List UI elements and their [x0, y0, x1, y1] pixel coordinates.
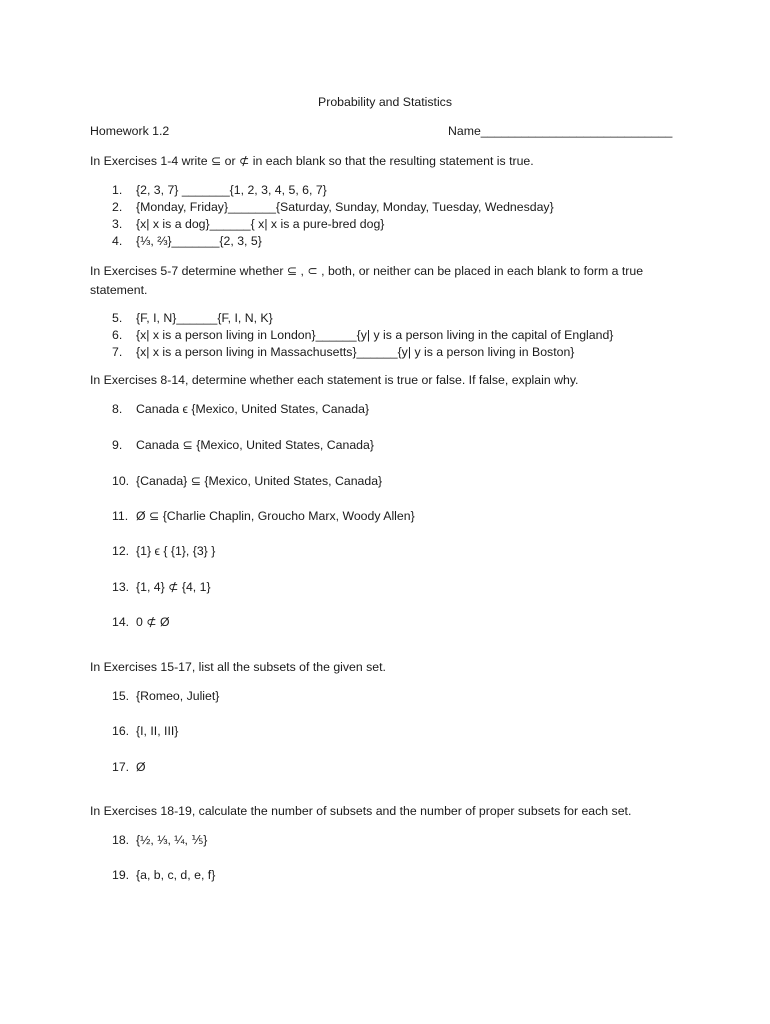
exercise-item [112, 543, 215, 560]
exercise-text: {1} ϵ { {1}, {3} } [136, 544, 216, 558]
exercise-item [112, 759, 146, 776]
section-instruction: In Exercises 15-17, list all the subsets of the given set. [90, 660, 386, 674]
exercise-number: 9. [112, 438, 123, 452]
exercise-number: 2. [112, 200, 123, 214]
exercise-number: 5. [112, 311, 123, 325]
section-instruction: In Exercises 8-14, determine whether each statement is true or false. If false, explain why. [90, 373, 579, 387]
document-title: Probability and Statistics [318, 95, 452, 109]
exercise-text: 0 ⊄ Ø [136, 615, 170, 629]
exercise-item [112, 579, 211, 596]
exercise-item [112, 723, 178, 740]
exercise-number: 17. [112, 760, 130, 774]
exercise-number: 1. [112, 183, 123, 197]
exercise-item [112, 867, 215, 884]
exercise-text: {Monday, Friday}_______{Saturday, Sunday, Monday, Tuesday, Wednesday} [136, 200, 554, 214]
exercise-number: 19. [112, 868, 130, 882]
exercise-text: {½, ⅓, ¼, ⅕} [136, 833, 208, 847]
exercise-item [112, 199, 554, 216]
exercise-text: {Romeo, Juliet} [136, 689, 220, 703]
exercise-text: Ø ⊆ {Charlie Chaplin, Groucho Marx, Woody Allen} [136, 509, 415, 523]
exercise-item [112, 508, 415, 525]
exercise-text: {I, II, III} [136, 724, 179, 738]
exercise-number: 18. [112, 833, 130, 847]
exercise-item [112, 832, 207, 849]
exercise-text: {x| x is a dog}______{ x| x is a pure-bred dog} [136, 217, 385, 231]
exercise-number: 12. [112, 544, 130, 558]
exercise-item [112, 182, 327, 199]
homework-label: Homework 1.2 [90, 124, 170, 138]
exercise-number: 4. [112, 234, 123, 248]
exercise-number: 11. [112, 509, 129, 523]
exercise-item [112, 344, 574, 361]
exercise-number: 15. [112, 689, 130, 703]
name-field: Name____________________________ [448, 124, 673, 138]
exercise-number: 10. [112, 474, 130, 488]
exercise-text: Canada ϵ {Mexico, United States, Canada} [136, 402, 370, 416]
exercise-item [112, 401, 369, 418]
exercise-item [112, 614, 170, 631]
exercise-text: Canada ⊆ {Mexico, United States, Canada} [136, 438, 374, 452]
exercise-number: 6. [112, 328, 123, 342]
exercise-text: {x| x is a person living in Massachusetts}______{y| y is a person living in Boston} [136, 345, 575, 359]
exercise-item [112, 310, 273, 327]
section-instruction: In Exercises 18-19, calculate the number of subsets and the number of proper subsets for each set. [90, 804, 632, 818]
exercise-number: 7. [112, 345, 123, 359]
exercise-item [112, 327, 613, 344]
exercise-item [112, 216, 384, 233]
exercise-item [112, 437, 374, 454]
section-instruction: In Exercises 5-7 determine whether ⊆ , ⊂ , both, or neither can be placed in each blank to form a true statement. [90, 264, 644, 297]
exercise-item [112, 473, 382, 490]
exercise-text: {Canada} ⊆ {Mexico, United States, Canada} [136, 474, 383, 488]
exercise-text: {1, 4} ⊄ {4, 1} [136, 580, 211, 594]
exercise-number: 8. [112, 402, 123, 416]
exercise-text: {2, 3, 7} _______{1, 2, 3, 4, 5, 6, 7} [136, 183, 327, 197]
exercise-text: {F, I, N}______{F, I, N, K} [136, 311, 273, 325]
section-instruction: In Exercises 1-4 write ⊆ or ⊄ in each blank so that the resulting statement is true. [90, 154, 534, 168]
exercise-number: 13. [112, 580, 130, 594]
exercise-text: {⅓, ⅔}_______{2, 3, 5} [136, 234, 262, 248]
exercise-item [112, 688, 219, 705]
exercise-text: Ø [136, 760, 146, 774]
exercise-number: 14. [112, 615, 130, 629]
exercise-number: 3. [112, 217, 123, 231]
exercise-item [112, 233, 262, 250]
exercise-number: 16. [112, 724, 130, 738]
exercise-text: {x| x is a person living in London}______{y| y is a person living in the capital of England} [136, 328, 614, 342]
exercise-text: {a, b, c, d, e, f} [136, 868, 216, 882]
